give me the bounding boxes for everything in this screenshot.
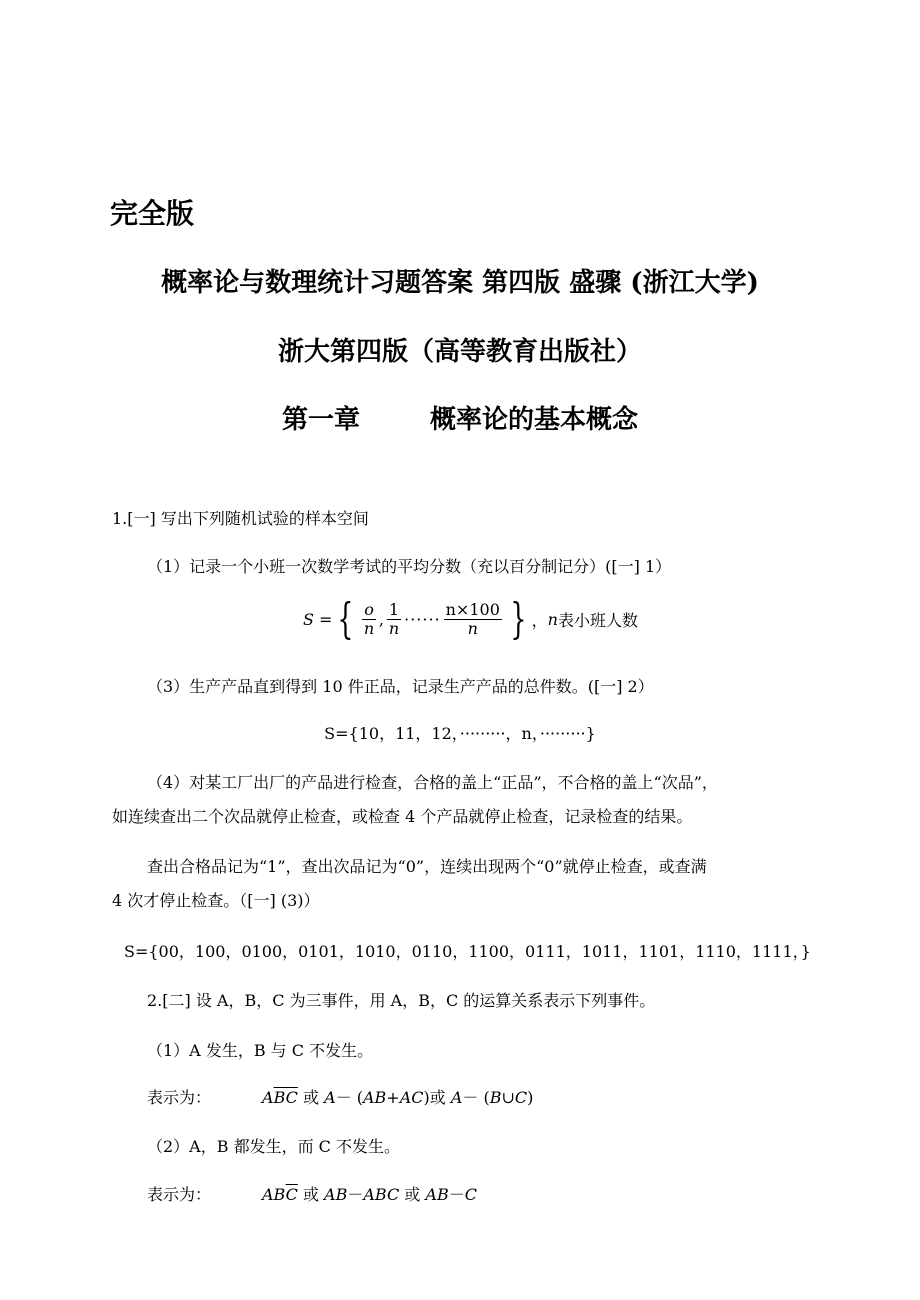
q1-part3: （3）生产产品直到得到 10 件正品，记录生产产品的总件数。([一] 2） <box>147 677 654 696</box>
q2-answer1-expression: $A\overline{B}\overline{C}$ 或 A－ (AB+AC)或 A－ (B∪C) <box>262 1088 534 1107</box>
q2-heading: 2.[二] 设 A，B，C 为三事件，用 A，B，C 的运算关系表示下列事件。 <box>147 991 656 1010</box>
formula-frac-2: $\frac{1}{n}$ <box>388 599 400 638</box>
q1-part4-line4: 4 次才停止检查。（[一] (3)） <box>112 891 320 910</box>
q1-part4-line3: 查出合格品记为“1”，查出次品记为“0”，连续出现两个“0”就停止检查，或查满 <box>147 857 707 876</box>
formula-brace-open: { <box>337 594 354 643</box>
document-title: 概率论与数理统计习题答案 第四版 盛骤 (浙江大学) <box>161 268 759 298</box>
formula-frac-1: $\frac{o}{n}$ <box>363 599 375 638</box>
chapter-number: 第一章 <box>281 405 360 435</box>
q2-part2: （2）A，B 都发生，而 C 不发生。 <box>147 1137 400 1156</box>
formula-brace-close: } <box>510 594 527 643</box>
q1-part1: （1）记录一个小班一次数学考试的平均分数（充以百分制记分）([一] 1） <box>147 557 672 576</box>
q1-part4-line2: 如连续查出二个次品就停止检查，或检查 4 个产品就停止检查，记录检查的结果。 <box>112 807 693 826</box>
q2-answer2-label: 表示为： <box>147 1185 212 1204</box>
formula-lhs: S = <box>303 609 333 629</box>
formula-frac-3: $\frac{n\times 100}{n}$ <box>445 599 500 638</box>
q2-answer1-label: 表示为： <box>147 1088 212 1107</box>
chapter-title: 概率论的基本概念 <box>430 405 639 435</box>
q2-answer2-expression: $AB\overline{C}$ 或 AB－ABC 或 AB－C <box>262 1185 477 1204</box>
q1-sample-space-4: S={00，100，0100，0101，1010，0110，1100，0111，1011，1101，1110，1111，} <box>124 942 811 961</box>
q1-formula: S = { $\frac{o}{n}$ , $\frac{1}{n}$ ······ $\frac{n\times 100}{n}$ } ， n 表小班人数 <box>303 594 638 643</box>
edition-label: 完全版 <box>110 197 195 230</box>
chapter-heading <box>0 399 920 436</box>
q2-part1: （1）A 发生，B 与 C 不发生。 <box>147 1041 374 1060</box>
q1-heading: 1.[一] 写出下列随机试验的样本空间 <box>112 509 369 528</box>
q1-part4-line1: （4）对某工厂出厂的产品进行检查，合格的盖上“正品”，不合格的盖上“次品”， <box>147 773 718 792</box>
q1-sample-space-3: S={10，11，12，·········，n，·········} <box>324 724 596 743</box>
document-subtitle: 浙大第四版（高等教育出版社） <box>277 337 642 367</box>
